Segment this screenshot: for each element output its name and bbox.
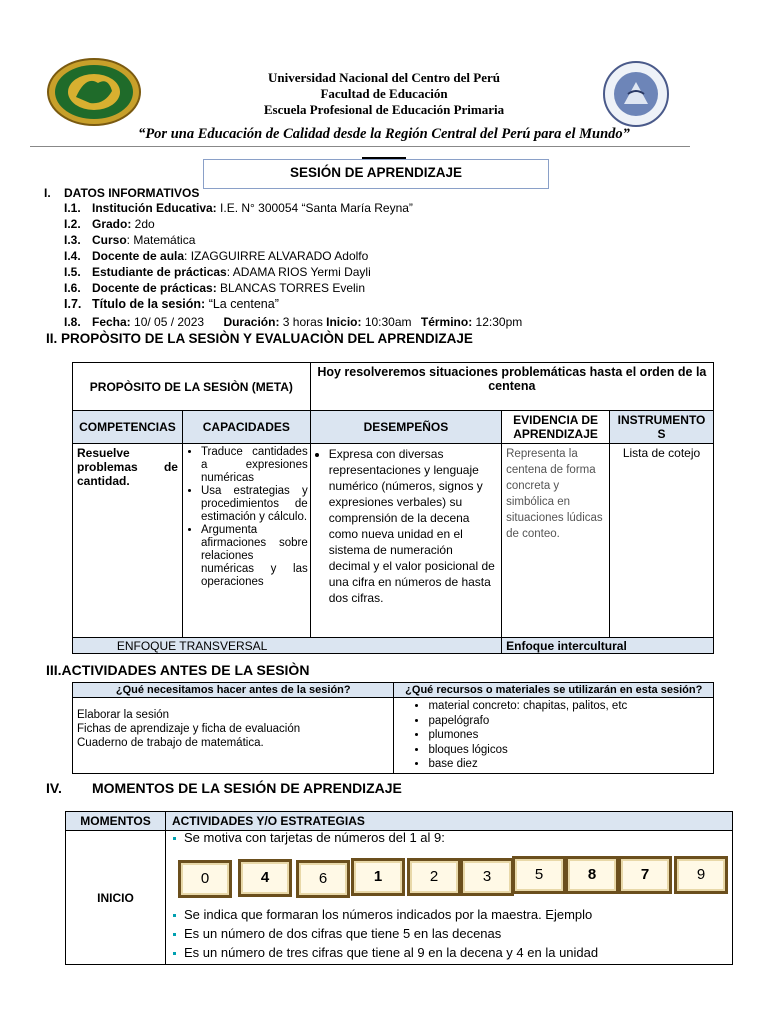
header-instrumentos: INSTRUMENTO S xyxy=(610,411,714,444)
number-card: 3 xyxy=(460,858,514,896)
bullet-square-icon xyxy=(173,914,176,917)
faculty-name: Facultad de Educación xyxy=(320,86,448,101)
evidencia-cell: Representa la centena de forma concreta y simbólica en situaciones lúdicas de conteo. xyxy=(502,444,610,638)
motto: “Por una Educación de Calidad desde la Región Central del Perú para el Mundo” xyxy=(138,126,630,142)
desempeno-cell xyxy=(310,444,501,638)
header-evidencia: EVIDENCIA DE APRENDIZAJE xyxy=(502,411,610,444)
info-row-docente-aula: I.4. Docente de aula: IZAGGUIRRE ALVARADO Adolfo xyxy=(64,249,369,263)
momentos-heading: IV. MOMENTOS DE LA SESIÓN DE APRENDIZAJE xyxy=(46,780,402,796)
tareas-cell xyxy=(73,698,394,774)
proposito-heading: II. PROPÒSITO DE LA SESIÒN Y EVALUACIÒN DEL APRENDIZAJE xyxy=(46,331,473,346)
actividades-table xyxy=(72,682,714,774)
momentos-col-momentos: MOMENTOS xyxy=(66,812,166,831)
bullet-square-icon xyxy=(173,837,176,840)
actividades-heading: III.ACTIVIDADES ANTES DE LA SESIÒN xyxy=(46,662,310,678)
info-row-grado: I.2. Grado: 2do xyxy=(64,217,155,231)
number-card: 1 xyxy=(351,858,405,896)
number-card: 5 xyxy=(512,856,566,894)
recurso-item: • base diez xyxy=(428,757,709,772)
competencia-cell: Resuelve problemas de cantidad. xyxy=(73,444,183,638)
activity-intro: Se motiva con tarjetas de números del 1 al 9: xyxy=(173,830,445,845)
tarea-item: Fichas de aprendizaje y ficha de evaluación xyxy=(77,723,301,735)
capacidad-item: • Argumenta afirmaciones sobre relaciones numéricas y las operaciones xyxy=(201,524,308,589)
enfoque-value: Enfoque intercultural xyxy=(502,638,714,654)
inicio-label: INICIO xyxy=(66,831,166,965)
capacidad-item: • Traduce cantidades a expresiones numéricas xyxy=(201,446,308,485)
number-card: 9 xyxy=(674,856,728,894)
info-row-titulo: I.7. Título de la sesión: “La centena” xyxy=(64,297,279,311)
info-row-institucion: I.1. Institución Educativa: I.E. N° 300054 “Santa María Reyna” xyxy=(64,201,413,215)
activity-bullet: Es un número de dos cifras que tiene 5 en las decenas xyxy=(173,926,501,941)
actividades-col-hacer: ¿Qué necesitamos hacer antes de la sesión? xyxy=(73,683,394,698)
activity-bullet: Es un número de tres cifras que tiene al 9 en la decena y 4 en la unidad xyxy=(173,945,598,960)
bullet-square-icon xyxy=(173,933,176,936)
number-card: 4 xyxy=(238,859,292,897)
number-card: 6 xyxy=(296,860,350,898)
header-desempenos: DESEMPEÑOS xyxy=(310,411,501,444)
activity-bullet: Se indica que formaran los números indicados por la maestra. Ejemplo xyxy=(173,907,592,922)
proposito-table xyxy=(72,362,714,654)
info-row-docente-practicas: I.6. Docente de prácticas: BLANCAS TORRES Evelin xyxy=(64,281,365,295)
actividades-col-recursos: ¿Qué recursos o materiales se utilizarán en esta sesión? xyxy=(394,683,714,698)
session-title: SESIÓN DE APRENDIZAJE xyxy=(203,159,549,189)
number-card: 0 xyxy=(178,860,232,898)
school-name: Escuela Profesional de Educación Primaria xyxy=(263,102,505,117)
meta-value: Hoy resolveremos situaciones problemáticas hasta el orden de la centena xyxy=(310,363,713,411)
info-row-estudiante: I.5. Estudiante de prácticas: ADAMA RIOS Yermi Dayli xyxy=(64,265,371,279)
tarea-item: Elaborar la sesión xyxy=(77,709,170,721)
info-row-fecha: I.8. Fecha: 10/ 05 / 2023 Duración: 3 horas Inicio: 10:30am Término: 12:30pm xyxy=(64,315,523,329)
momentos-col-actividades: ACTIVIDADES Y/O ESTRATEGIAS xyxy=(165,812,732,831)
number-card: 8 xyxy=(565,856,619,894)
enfoque-label: ENFOQUE TRANSVERSAL xyxy=(73,638,502,654)
recurso-item: • material concreto: chapitas, palitos, etc xyxy=(428,699,709,714)
instrumento-cell: Lista de cotejo xyxy=(610,444,714,638)
desempeno-item: • Expresa con diversas representaciones y lenguaje numérico (números, signos y expresiones verbales) su comprensión de la decena como nueva unidad en el sistema de numeración decimal y el valor posicional de una cifra en números de hasta dos cifras. xyxy=(329,446,497,606)
datos-heading: I. DATOS INFORMATIVOS xyxy=(44,186,200,200)
capacidades-cell xyxy=(182,444,310,638)
number-card: 2 xyxy=(407,858,461,896)
recurso-item: • papelógrafo xyxy=(428,714,709,729)
recurso-item: • bloques lógicos xyxy=(428,743,709,758)
recurso-item: • plumones xyxy=(428,728,709,743)
header-competencias: COMPETENCIAS xyxy=(73,411,183,444)
tarea-item: Cuaderno de trabajo de matemática. xyxy=(77,737,264,749)
bullet-square-icon xyxy=(173,952,176,955)
info-row-curso: I.3. Curso: Matemática xyxy=(64,233,196,247)
header-capacidades: CAPACIDADES xyxy=(182,411,310,444)
recursos-cell xyxy=(394,698,714,774)
header-divider xyxy=(30,146,690,147)
university-name: Universidad Nacional del Centro del Perú xyxy=(268,70,500,85)
meta-label: PROPÒSITO DE LA SESIÒN (META) xyxy=(73,363,311,411)
number-card: 7 xyxy=(618,856,672,894)
capacidad-item: • Usa estrategias y procedimientos de estimación y cálculo. xyxy=(201,485,308,524)
